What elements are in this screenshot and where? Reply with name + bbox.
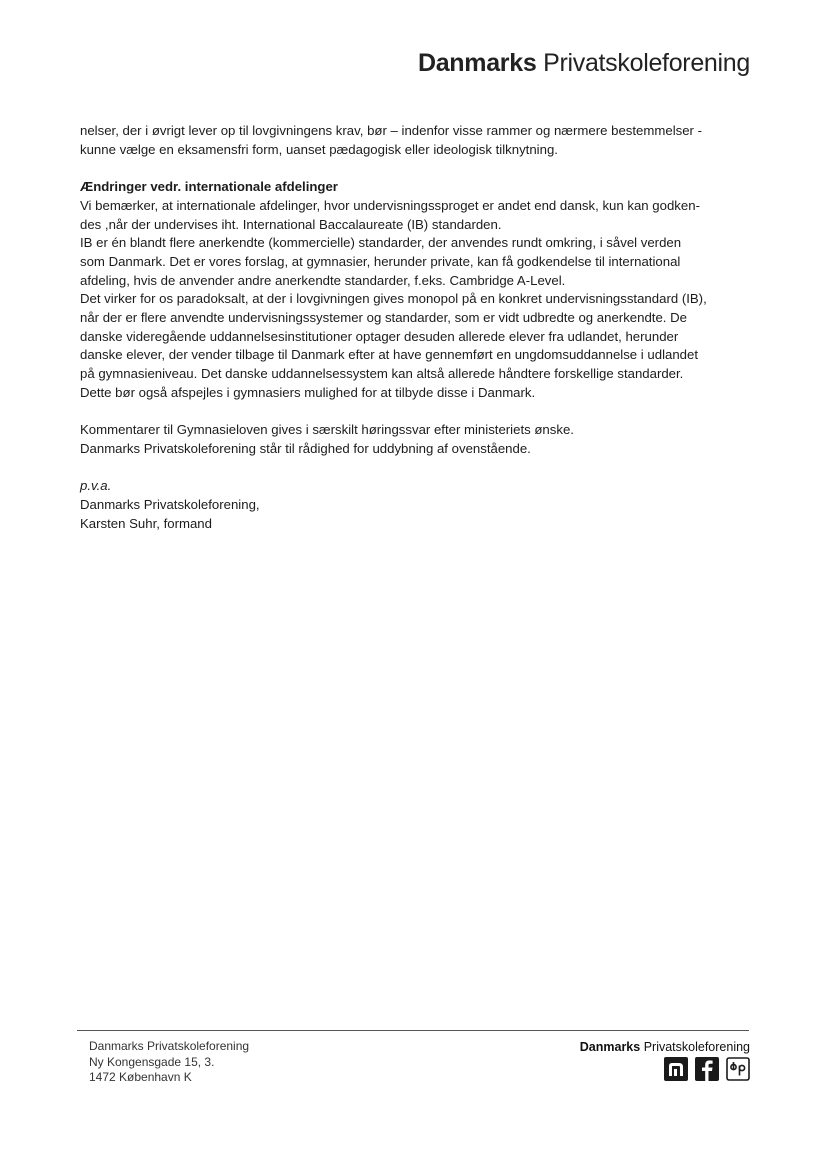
text-line: kunne vælge en eksamensfri form, uanset pædagogisk eller ideologisk tilknytning. <box>80 141 558 157</box>
text-line: IB er én blandt flere anerkendte (kommercielle) standarder, der anvendes rundt omkring, i såvel verden <box>80 235 682 251</box>
signatory: Karsten Suhr, formand <box>80 515 212 531</box>
signoff: p.v.a. <box>80 478 112 494</box>
address-line: Ny Kongensgade 15, 3. <box>89 1054 215 1069</box>
text-line: afdeling, hvis de anvender andre anerkendte standarder, f.eks. Cambridge A-Level. <box>80 272 566 288</box>
text-line: danske videregående uddannelsesinstitutioner optager desuden allerede elever fra udlandet, herunder <box>80 328 679 344</box>
text-line: danske elever, der vender tilbage til Danmark efter at have gennemført en ungdomsuddannelse i udlandet <box>80 347 698 363</box>
paragraph-kommentarer <box>80 421 760 458</box>
section-heading: Ændringer vedr. internationale afdelinger <box>80 179 338 195</box>
text-line: Danmarks Privatskoleforening står til rådighed for uddybning af ovenstående. <box>80 440 531 456</box>
text-line: når der er flere anvendte undervisningssystemer og standarder, som er vidt udbredte og anerkendte. De <box>80 310 687 326</box>
social-icons <box>664 1057 750 1081</box>
paragraph-international <box>80 197 760 403</box>
footer-address <box>89 1039 249 1086</box>
text-line: Vi bemærker, at internationale afdelinger, hvor undervisningssproget er andet end dansk, kun kan godken- <box>80 197 700 213</box>
text-line: des ,når der undervises iht. International Baccalaureate (IB) standarden. <box>80 216 502 232</box>
intranet-icon[interactable] <box>664 1057 688 1081</box>
dp-logo-icon[interactable] <box>726 1057 750 1081</box>
text-line: Det virker for os paradoksalt, at der i lovgivningen gives monopol på en konkret undervisningsstandard (IB), <box>80 291 707 307</box>
header-logo-bold: Danmarks <box>417 49 537 77</box>
header-logo-rest: Privatskoleforening <box>536 49 750 77</box>
footer-divider <box>77 1030 749 1031</box>
text-line: som Danmark. Det er vores forslag, at gymnasier, herunder private, kan få godkendelse til international <box>80 253 681 269</box>
footer-logo <box>580 1040 750 1054</box>
text-line: Dette bør også afspejles i gymnasiers mulighed for at tilbyde disse i Danmark. <box>80 384 536 400</box>
footer-logo-rest: Privatskoleforening <box>640 1040 750 1054</box>
paragraph-eksamensfri <box>80 122 760 159</box>
text-line: nelser, der i øvrigt lever op til lovgivningens krav, bør – indenfor visse rammer og nærmere bestemmelser - <box>80 123 702 138</box>
facebook-icon[interactable] <box>695 1057 719 1081</box>
text-line: Kommentarer til Gymnasieloven gives i særskilt høringssvar efter ministeriets ønske. <box>80 422 574 438</box>
address-line: 1472 København K <box>89 1070 192 1084</box>
address-line: Danmarks Privatskoleforening <box>89 1039 250 1053</box>
signature-org: Danmarks Privatskoleforening, <box>80 497 260 513</box>
header-logo <box>418 49 750 78</box>
footer-logo-bold: Danmarks <box>579 1040 641 1054</box>
letter-body <box>80 122 760 533</box>
text-line: på gymnasieniveau. Det danske uddannelsessystem kan altså allerede håndtere forskellige standarder. <box>80 366 684 382</box>
